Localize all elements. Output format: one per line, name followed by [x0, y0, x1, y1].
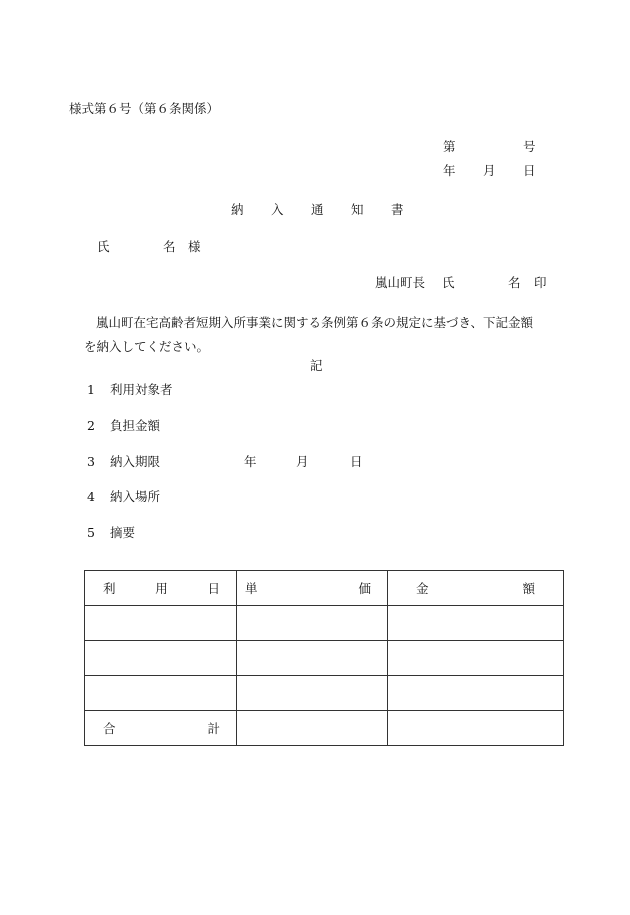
header-usage-date	[85, 571, 237, 606]
header-char: 価	[358, 581, 371, 596]
document-title	[231, 204, 404, 217]
item-4-number: 4	[87, 489, 95, 504]
doc-number-prefix: 第	[443, 139, 456, 154]
issuer-name-a: 氏	[442, 275, 455, 290]
header-char: 単	[245, 581, 258, 596]
item-1-label: 利用対象者	[110, 382, 173, 397]
table-cell[interactable]	[388, 711, 564, 746]
table-header-row	[85, 571, 564, 606]
date-month: 月	[483, 163, 496, 178]
total-char: 合	[103, 721, 116, 736]
date-year: 年	[443, 163, 456, 178]
header-char: 利	[103, 581, 116, 596]
deadline-day: 日	[350, 454, 363, 469]
addressee-name-b: 名	[163, 239, 176, 254]
header-amount	[388, 571, 564, 606]
addressee-honorific: 様	[188, 239, 201, 254]
item-1-number: 1	[87, 382, 95, 397]
deadline-year: 年	[244, 454, 257, 469]
item-4-label: 納入場所	[110, 489, 161, 504]
header-char: 日	[207, 581, 220, 596]
issuer-seal: 印	[534, 275, 547, 290]
item-2-label: 負担金額	[110, 418, 161, 433]
form-title: 様式第６号（第６条関係）	[69, 101, 220, 116]
table-cell[interactable]	[85, 676, 237, 711]
payment-table	[84, 570, 564, 746]
header-char: 額	[522, 581, 535, 596]
table-row	[85, 606, 564, 641]
table-cell[interactable]	[388, 606, 564, 641]
table-row	[85, 676, 564, 711]
table-cell[interactable]	[85, 641, 237, 676]
addressee-name-a: 氏	[97, 239, 110, 254]
header-char: 金	[416, 581, 429, 596]
table-cell[interactable]	[237, 711, 388, 746]
table-cell[interactable]	[388, 641, 564, 676]
table-cell[interactable]	[237, 606, 388, 641]
body-line-1: 嵐山町在宅高齢者短期入所事業に関する条例第６条の規定に基づき、下記金額	[96, 315, 534, 330]
item-5-number: 5	[87, 525, 95, 540]
doc-title-char: 入	[271, 202, 284, 217]
ki-heading: 記	[310, 358, 323, 373]
header-char: 用	[155, 581, 168, 596]
table-row	[85, 641, 564, 676]
issuer-name-b: 名	[508, 275, 521, 290]
total-label-cell	[85, 711, 237, 746]
item-3-number: 3	[87, 454, 95, 469]
table-total-row	[85, 711, 564, 746]
doc-title-char: 納	[231, 202, 244, 217]
header-unit-price	[237, 571, 388, 606]
doc-title-char: 書	[391, 202, 404, 217]
date-day: 日	[523, 163, 536, 178]
table-cell[interactable]	[85, 606, 237, 641]
issuer-title: 嵐山町長	[375, 275, 426, 290]
table-cell[interactable]	[388, 676, 564, 711]
table-cell[interactable]	[237, 641, 388, 676]
item-5-label: 摘要	[110, 525, 136, 540]
item-3-label: 納入期限	[110, 454, 161, 469]
doc-title-char: 知	[351, 202, 364, 217]
deadline-month: 月	[296, 454, 309, 469]
body-line-2: を納入してください。	[84, 339, 210, 354]
item-2-number: 2	[87, 418, 95, 433]
doc-title-char: 通	[311, 202, 324, 217]
total-char: 計	[207, 721, 220, 736]
doc-number-suffix: 号	[523, 139, 536, 154]
table-cell[interactable]	[237, 676, 388, 711]
